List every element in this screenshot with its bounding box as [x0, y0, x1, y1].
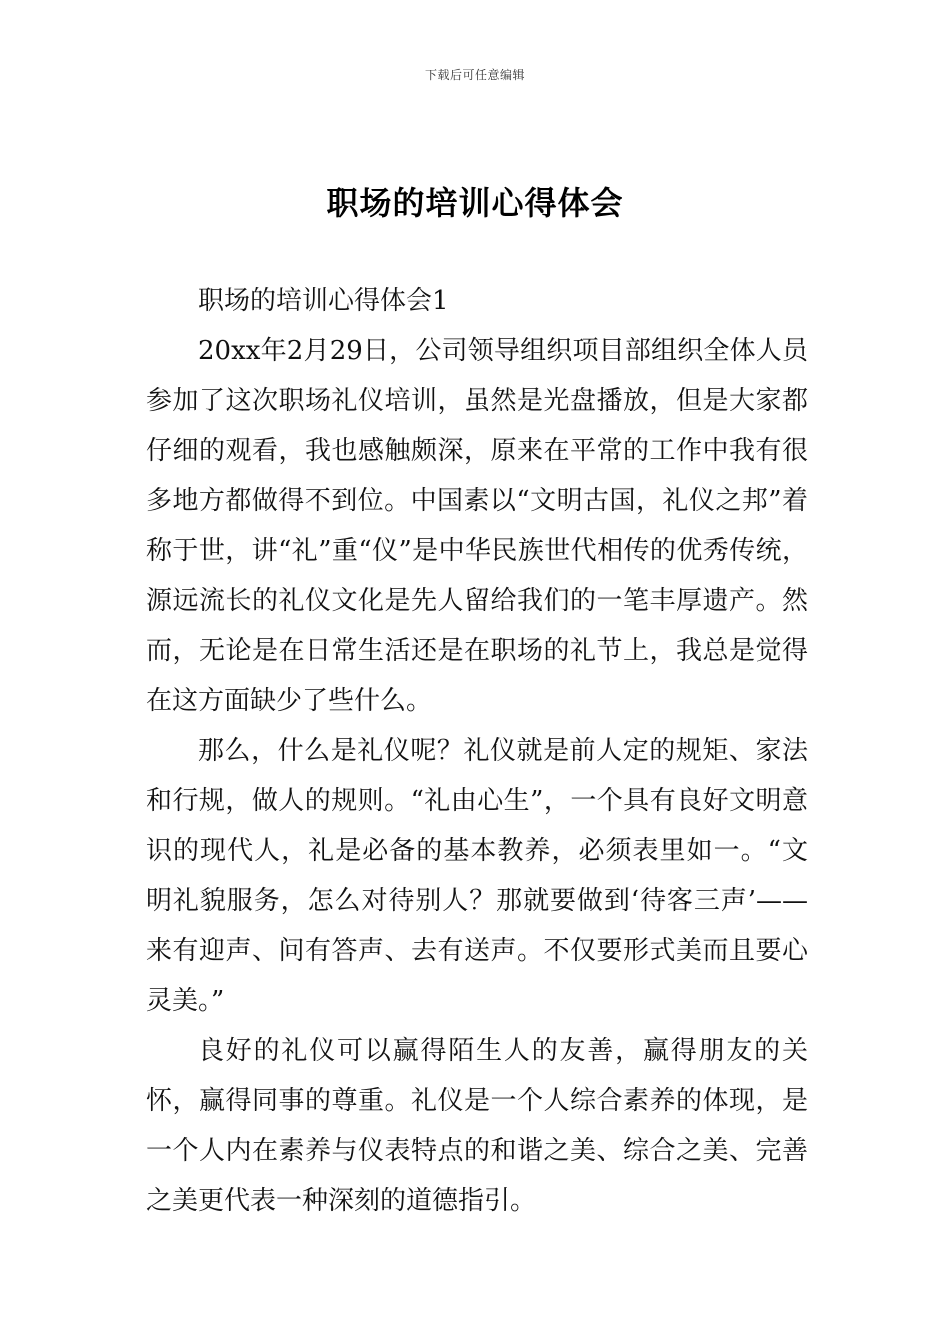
- paragraph-2: 那么，什么是礼仪呢？礼仪就是前人定的规矩、家法和行规，做人的规则。“礼由心生”，一个具有良好文明意识的现代人，礼是必备的基本教养，必须表里如一。“文明礼貌服务，怎么对待别人？那就要做到‘待客三声’——来有迎声、问有答声、去有送声。不仅要形式美而且要心灵美。”: [146, 736, 808, 1016]
- paragraph-3: 良好的礼仪可以赢得陌生人的友善，赢得朋友的关怀，赢得同事的尊重。礼仪是一个人综合素养的体现，是一个人内在素养与仪表特点的和谐之美、综合之美、完善之美更代表一种深刻的道德指引。: [146, 1036, 808, 1216]
- document-body: [146, 276, 808, 1226]
- paragraph-1: 20xx年2月29日，公司领导组织项目部组织全体人员参加了这次职场礼仪培训，虽然是光盘播放，但是大家都仔细的观看，我也感触颇深，原来在平常的工作中我有很多地方都做得不到位。中国素以“文明古国，礼仪之邦”着称于世，讲“礼”重“仪”是中华民族世代相传的优秀传统，源远流长的礼仪文化是先人留给我们的一笔丰厚遗产。然而，无论是在日常生活还是在职场的礼节上，我总是觉得在这方面缺少了些什么。: [146, 336, 808, 716]
- header-note: 下载后可任意编辑: [424, 68, 525, 82]
- section-heading: 职场的培训心得体会1: [198, 286, 449, 316]
- document-title: 职场的培训心得体会: [326, 184, 624, 222]
